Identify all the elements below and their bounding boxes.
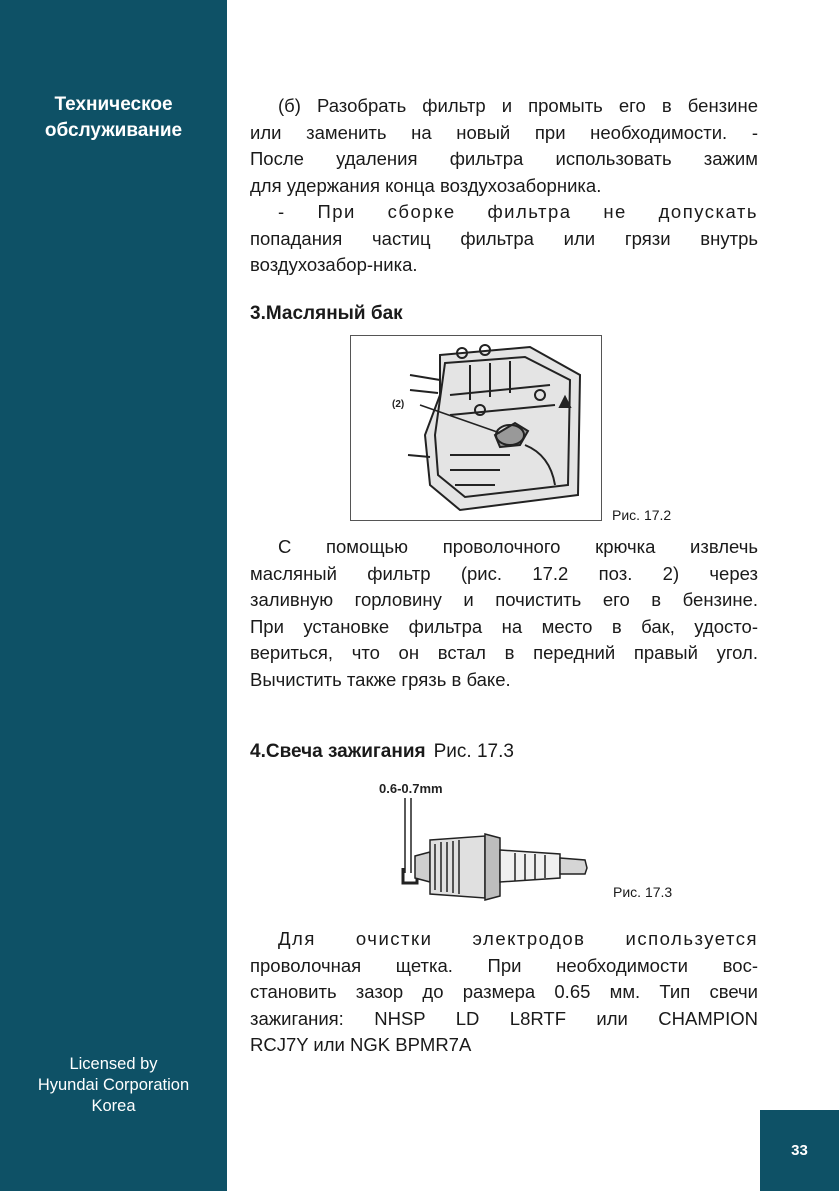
section-heading-oil-tank xyxy=(250,303,403,325)
text-line: заливную горловину и почистить его в бензине. xyxy=(250,589,758,610)
text-line: масляный фильтр (рис. 17.2 поз. 2) через xyxy=(250,562,758,584)
section-title xyxy=(0,92,227,144)
text-line: С помощью проволочного крючка извлечь xyxy=(278,536,758,557)
figure-caption-17-2: Рис. 17.2 xyxy=(612,507,672,523)
heading-text: 4.Свеча зажигания xyxy=(250,741,426,762)
text-line: После удаления фильтра использовать зажим xyxy=(250,148,758,169)
text-line: вериться, что он встал в передний правый угол. xyxy=(250,642,758,663)
figure-callout-label: (2) xyxy=(392,399,405,410)
text-line: или заменить на новый при необходимости. - xyxy=(250,121,758,143)
text-line: (б) Разобрать фильтр и промыть его в бензине xyxy=(278,95,758,116)
figure-oil-tank xyxy=(350,335,602,521)
gap-label: 0.6-0.7mm xyxy=(379,781,443,796)
license-line-2: Hyundai Corporation xyxy=(37,1076,190,1094)
paragraph-filter xyxy=(250,93,758,279)
text-line: проволочная щетка. При необходимости вос- xyxy=(250,954,758,976)
text-line: становить зазор до размера 0.65 мм. Тип свечи xyxy=(250,981,758,1002)
section-title-line-2: обслуживание xyxy=(44,120,183,141)
text-line: воздухозабор-ника. xyxy=(250,254,418,275)
oil-tank-illustration xyxy=(350,335,602,521)
figure-spark-plug xyxy=(375,778,600,908)
paragraph-oil-filter xyxy=(250,534,758,693)
license-line-1: Licensed by xyxy=(69,1055,158,1073)
text-line: Для очистки электродов используется xyxy=(278,928,758,949)
text-line: При установке фильтра на место в бак, удосто- xyxy=(250,615,758,637)
section-heading-spark-plug xyxy=(250,741,514,763)
section-title-line-1: Техническое xyxy=(54,94,173,115)
heading-text: 3.Масляный бак xyxy=(250,303,403,324)
license-line-3: Korea xyxy=(91,1097,136,1115)
spark-plug-illustration xyxy=(375,778,600,908)
text-line: зажигания: NHSP LD L8RTF или CHAMPION xyxy=(250,1007,758,1029)
text-line: RCJ7Y или NGK BPMR7A xyxy=(250,1034,472,1055)
page-number-box xyxy=(760,1110,839,1191)
page-number: 33 xyxy=(791,1142,808,1159)
text-line: попадания частиц фильтра или грязи внутрь xyxy=(250,227,758,249)
paragraph-spark-plug xyxy=(250,926,758,1059)
sidebar xyxy=(0,0,227,1191)
heading-figure-ref: Рис. 17.3 xyxy=(433,741,514,762)
figure-caption-17-3: Рис. 17.3 xyxy=(613,884,673,900)
text-line: для удержания конца воздухозаборника. xyxy=(250,174,602,196)
text-line: Вычистить также грязь в баке. xyxy=(250,668,511,690)
license-note xyxy=(0,1054,227,1117)
text-line: - При сборке фильтра не допускать xyxy=(278,201,758,222)
